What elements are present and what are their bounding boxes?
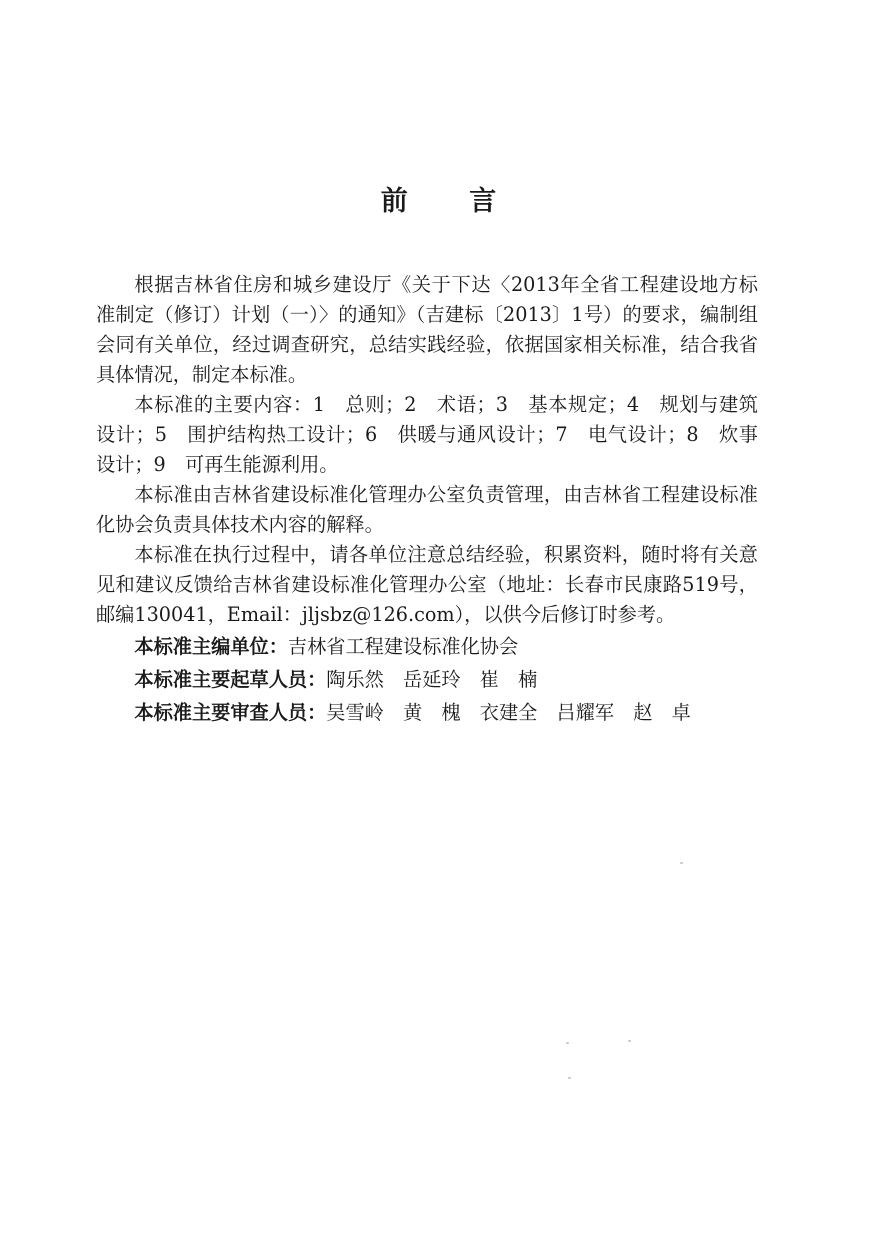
paragraph-feedback: 本标准在执行过程中，请各单位注意总结经验，积累资料，随时将有关意见和建议反馈给吉林省建设标准化管理办公室（地址：长春市民康路519号，邮编130041，Email：jljsbz@126.com），以供今后修订时参考。	[96, 543, 758, 626]
credit-drafters	[96, 663, 758, 696]
page-title: 前 言	[380, 186, 523, 217]
scan-speck	[568, 1077, 571, 1079]
paragraph-contents: 本标准的主要内容：1 总则；2 术语；3 基本规定；4 规划与建筑设计；5 围护结构热工设计；6 供暖与通风设计；7 电气设计；8 炊事设计；9 可再生能源利用。	[96, 393, 758, 476]
credit-reviewers-value: 吴雪岭 黄 槐 衣建全 吕耀军 赵 卓	[326, 701, 691, 724]
credit-reviewers	[96, 696, 758, 729]
credit-drafters-label: 本标准主要起草人员：	[134, 668, 327, 691]
scan-speck	[566, 1042, 569, 1044]
credit-chief-editor	[96, 630, 758, 663]
preface-body	[96, 270, 758, 729]
paragraph-management: 本标准由吉林省建设标准化管理办公室负责管理，由吉林省工程建设标准化协会负责具体技术内容的解释。	[96, 483, 758, 536]
paragraph-basis: 根据吉林省住房和城乡建设厅《关于下达〈2013年全省工程建设地方标准制定（修订）计划（一）〉的通知》（吉建标〔2013〕1号）的要求，编制组会同有关单位，经过调查研究，总结实践经验，依据国家相关标准，结合我省具体情况，制定本标准。	[96, 273, 758, 386]
scan-speck	[628, 1040, 631, 1042]
credit-reviewers-label: 本标准主要审查人员：	[134, 701, 327, 724]
credit-chief-editor-label: 本标准主编单位：	[134, 635, 288, 658]
credit-chief-editor-value: 吉林省工程建设标准化协会	[287, 635, 519, 658]
scan-speck	[680, 862, 683, 864]
credit-drafters-value: 陶乐然 岳延玲 崔 楠	[326, 668, 538, 691]
